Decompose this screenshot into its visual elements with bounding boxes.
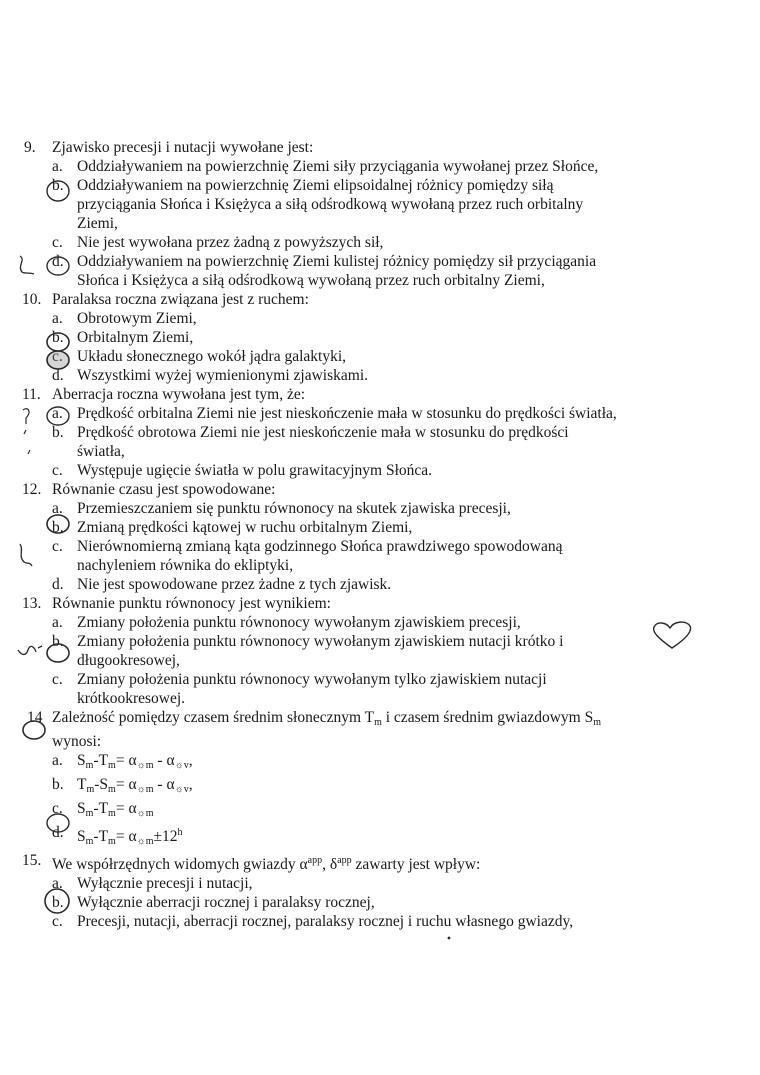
option-text: Wszystkimi wyżej wymienionymi zjawiskami. bbox=[77, 367, 369, 384]
f-sup: h bbox=[177, 827, 183, 838]
option-9d[interactable] bbox=[0, 252, 760, 290]
question-text: Aberracja roczna wywołana jest tym, że: bbox=[52, 386, 306, 403]
options-13 bbox=[0, 613, 760, 708]
option-14c[interactable] bbox=[0, 799, 760, 823]
option-text: Zmiany położenia punktu równonocy wywołanym zjawiskiem precesji, bbox=[77, 614, 521, 631]
q15-app2: app bbox=[337, 855, 352, 866]
question-text bbox=[52, 708, 650, 751]
q15-text-c: zawarty jest wpływ: bbox=[351, 856, 481, 873]
question-15 bbox=[0, 851, 760, 874]
f-sun: ☼ bbox=[136, 784, 146, 795]
question-number: 14 bbox=[27, 709, 43, 726]
option-formula: $S_m-T_m= \alpha_{☼m}$ bbox=[77, 800, 154, 819]
f-sub: m bbox=[145, 784, 154, 795]
question-11 bbox=[0, 385, 760, 404]
q15-text-a: We współrzędnych widomych gwiazdy α bbox=[52, 856, 308, 873]
option-letter: a. bbox=[52, 405, 63, 422]
question-10 bbox=[0, 290, 760, 309]
option-letter: b. bbox=[52, 329, 64, 346]
f-s: S bbox=[77, 800, 86, 817]
option-text: Występuje ugięcie światła w polu grawitacyjnym Słońca. bbox=[77, 462, 433, 479]
f-sub: m bbox=[108, 808, 116, 819]
option-text: Oddziaływaniem na powierzchnię Ziemi siły przyciągania wywołanej przez Słońce, bbox=[77, 158, 599, 175]
option-11b[interactable] bbox=[0, 423, 760, 461]
question-text bbox=[52, 851, 650, 874]
q14-sub-m: m bbox=[374, 717, 382, 728]
option-letter: a. bbox=[52, 614, 63, 631]
option-letter: b. bbox=[52, 776, 64, 793]
option-text: Prędkość obrotowa Ziemi nie jest nieskończenie mała w stosunku do prędkości światła, bbox=[77, 424, 569, 460]
option-letter: c. bbox=[52, 538, 63, 555]
options-11 bbox=[0, 404, 760, 480]
option-letter: b. bbox=[52, 424, 64, 441]
q15-text-b: , δ bbox=[322, 856, 338, 873]
f-t: T bbox=[98, 828, 109, 845]
question-list bbox=[0, 138, 760, 931]
option-letter: b. bbox=[52, 894, 64, 911]
option-14b[interactable] bbox=[0, 775, 760, 799]
option-11a[interactable] bbox=[0, 404, 760, 423]
f-end: , bbox=[188, 752, 193, 769]
f-t: T bbox=[77, 776, 87, 793]
options-10 bbox=[0, 309, 760, 385]
option-letter: c. bbox=[52, 671, 63, 688]
f-t: T bbox=[98, 752, 109, 769]
option-formula: $T_m-S_m= \alpha_{☼m} - \alpha_{☼v}$, bbox=[77, 776, 193, 795]
option-12b[interactable] bbox=[0, 518, 760, 537]
option-letter: a. bbox=[52, 752, 63, 769]
question-9 bbox=[0, 138, 760, 157]
f-sun: ☼ bbox=[136, 836, 146, 847]
option-text: Przemieszczaniem się punktu równonocy na skutek zjawiska precesji, bbox=[77, 500, 511, 517]
f-eq: = α bbox=[115, 828, 137, 845]
f-sub: m bbox=[145, 808, 154, 819]
option-letter: d. bbox=[52, 253, 64, 270]
f-sun: ☼ bbox=[136, 808, 146, 819]
question-number: 15. bbox=[22, 852, 42, 869]
option-text: Prędkość orbitalna Ziemi nie jest nieskończenie mała w stosunku do prędkości światła, bbox=[77, 405, 617, 422]
option-15b[interactable] bbox=[0, 893, 760, 912]
q14-sub-m2: m bbox=[593, 717, 602, 728]
option-letter: a. bbox=[52, 875, 63, 892]
option-text: Zmiany położenia punktu równonocy wywołanym tylko zjawiskiem nutacji krótkookresowej. bbox=[77, 671, 547, 707]
option-letter: c. bbox=[52, 348, 63, 365]
option-letter: b. bbox=[52, 633, 64, 650]
f-sub: v bbox=[183, 784, 189, 795]
option-13c[interactable] bbox=[0, 670, 760, 708]
option-formula: $S_m-T_m= \alpha_{☼m} - \alpha_{☼v}$, bbox=[77, 752, 193, 771]
option-13a[interactable] bbox=[0, 613, 760, 632]
option-12d[interactable] bbox=[0, 575, 760, 594]
f-minus: - α bbox=[153, 776, 175, 793]
f-sub: m bbox=[85, 760, 94, 771]
question-text: Paralaksa roczna związana jest z ruchem: bbox=[52, 291, 309, 308]
option-letter: a. bbox=[52, 158, 63, 175]
option-text: Zmiany położenia punktu równonocy wywołanym zjawiskiem nutacji krótko i długookresowej, bbox=[77, 633, 564, 669]
option-text: Orbitalnym Ziemi, bbox=[77, 329, 194, 346]
q15-app1: app bbox=[307, 855, 323, 866]
f-t: T bbox=[98, 800, 109, 817]
f-sun: ☼ bbox=[136, 760, 146, 771]
option-letter: d. bbox=[52, 367, 64, 384]
f-sub: m bbox=[85, 836, 94, 847]
option-letter: c. bbox=[52, 234, 63, 251]
options-12 bbox=[0, 499, 760, 594]
option-12a[interactable] bbox=[0, 499, 760, 518]
f-s: S bbox=[99, 776, 109, 793]
option-15c[interactable] bbox=[0, 912, 760, 931]
f-tail: ±12 bbox=[153, 828, 178, 845]
q14-text-c: wynosi: bbox=[52, 733, 102, 750]
f-s: S bbox=[77, 828, 86, 845]
option-letter: b. bbox=[52, 177, 64, 194]
question-14 bbox=[0, 708, 760, 751]
f-sun: ☼ bbox=[174, 760, 184, 771]
option-text: Wyłącznie precesji i nutacji, bbox=[77, 875, 253, 892]
option-13b[interactable] bbox=[0, 632, 760, 670]
question-text: Równanie czasu jest spowodowane: bbox=[52, 481, 276, 498]
f-s: S bbox=[77, 752, 86, 769]
question-13 bbox=[0, 594, 760, 613]
f-sub: m bbox=[85, 808, 94, 819]
option-10d[interactable] bbox=[0, 366, 760, 385]
question-12 bbox=[0, 480, 760, 499]
options-14 bbox=[0, 751, 760, 851]
option-10c[interactable] bbox=[0, 347, 760, 366]
question-number: 10. bbox=[22, 291, 42, 308]
option-letter: a. bbox=[52, 310, 63, 327]
question-number: 11. bbox=[22, 386, 41, 403]
option-9b[interactable] bbox=[0, 176, 760, 233]
f-sub: v bbox=[183, 760, 189, 771]
option-14d[interactable] bbox=[0, 823, 760, 851]
f-sun: ☼ bbox=[174, 784, 184, 795]
f-eq: = α bbox=[115, 776, 137, 793]
f-eq: = α bbox=[115, 800, 137, 817]
option-text: Układu słonecznego wokół jądra galaktyki, bbox=[77, 348, 347, 365]
option-letter: d. bbox=[52, 824, 64, 841]
f-sub: m bbox=[108, 836, 116, 847]
option-text: Nie jest wywołana przez żadną z powyższych sił, bbox=[77, 234, 384, 251]
option-letter: a. bbox=[52, 500, 63, 517]
option-10b[interactable] bbox=[0, 328, 760, 347]
stray-dot bbox=[446, 935, 452, 941]
question-number: 13. bbox=[22, 595, 42, 612]
options-9 bbox=[0, 157, 760, 290]
option-text: Nierównomierną zmianą kąta godzinnego Słońca prawdziwego spowodowaną nachyleniem równika do ekliptyki, bbox=[77, 538, 563, 574]
option-text: Oddziaływaniem na powierzchnię Ziemi kulistej różnicy pomiędzy sił przyciągania Słońca i Księżyca a siłą odśrodkową wywołaną przez ruch orbitalny Ziemi, bbox=[77, 253, 597, 289]
f-end: , bbox=[188, 776, 193, 793]
option-text: Precesji, nutacji, aberracji rocznej, paralaksy rocznej i ruchu własnego gwiazdy, bbox=[77, 913, 574, 930]
option-letter: c. bbox=[52, 462, 63, 479]
question-text: Zjawisko precesji i nutacji wywołane jest: bbox=[52, 139, 314, 156]
question-text: Równanie punktu równonocy jest wynikiem: bbox=[52, 595, 331, 612]
q14-text-b: i czasem średnim gwiazdowym S bbox=[381, 709, 594, 726]
question-number: 12. bbox=[22, 481, 42, 498]
options-15 bbox=[0, 874, 760, 931]
option-12c[interactable] bbox=[0, 537, 760, 575]
q14-text-a: Zależność pomiędzy czasem średnim słonecznym T bbox=[52, 709, 375, 726]
f-sub: m bbox=[145, 836, 154, 847]
option-letter: b. bbox=[52, 519, 64, 536]
option-text: Obrotowym Ziemi, bbox=[77, 310, 197, 327]
f-sub: m bbox=[145, 760, 154, 771]
f-minus: - α bbox=[153, 752, 175, 769]
question-number: 9. bbox=[24, 139, 36, 156]
option-text: Nie jest spowodowane przez żadne z tych zjawisk. bbox=[77, 576, 392, 593]
option-15a[interactable] bbox=[0, 874, 760, 893]
option-formula: $S_m-T_m= \alpha_{☼m}\pm 12^h$ bbox=[77, 827, 183, 847]
f-sub: m bbox=[108, 760, 116, 771]
option-letter: c. bbox=[52, 800, 63, 817]
option-text: Wyłącznie aberracji rocznej i paralaksy rocznej, bbox=[77, 894, 375, 911]
option-text: Oddziaływaniem na powierzchnię Ziemi elipsoidalnej różnicy pomiędzy siłą przyciągania Słońca i Księżyca a siłą odśrodkową wywołaną przez ruch orbitalny Ziemi, bbox=[77, 177, 584, 232]
option-letter: c. bbox=[52, 913, 63, 930]
option-letter: d. bbox=[52, 576, 64, 593]
option-11c[interactable] bbox=[0, 461, 760, 480]
option-9a[interactable] bbox=[0, 157, 760, 176]
f-sub: m bbox=[86, 784, 95, 795]
option-14a[interactable] bbox=[0, 751, 760, 775]
f-sub: m bbox=[108, 784, 116, 795]
option-10a[interactable] bbox=[0, 309, 760, 328]
option-text: Zmianą prędkości kątowej w ruchu orbitalnym Ziemi, bbox=[77, 519, 413, 536]
f-eq: = α bbox=[115, 752, 137, 769]
option-9c[interactable] bbox=[0, 233, 760, 252]
